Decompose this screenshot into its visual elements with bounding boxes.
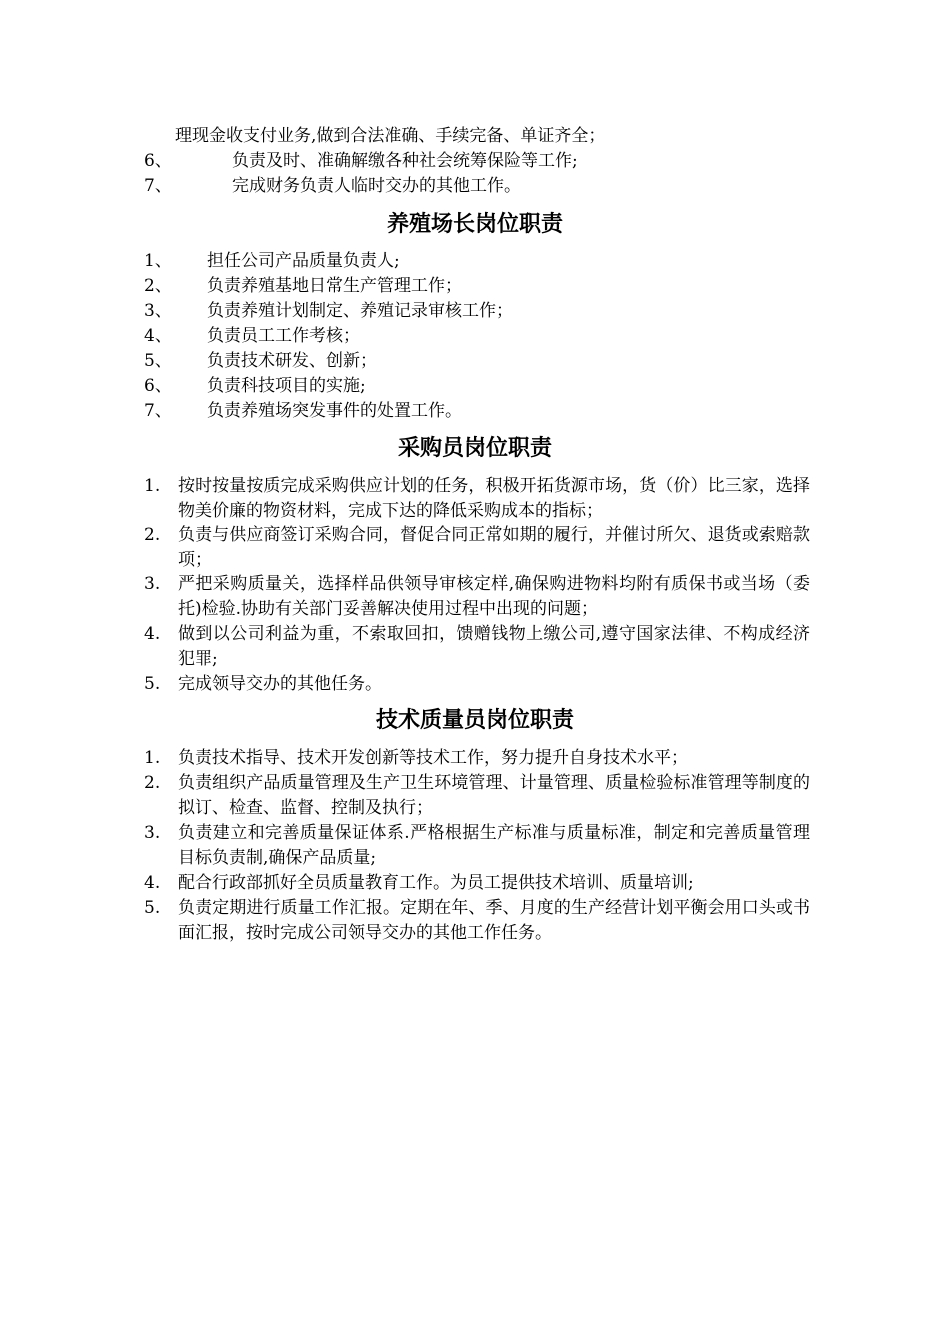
- farm-item-number: 6、: [144, 376, 172, 396]
- intro-item-7-number: 7、: [144, 176, 172, 196]
- farm-item-number: 1、: [144, 251, 172, 271]
- purchaser-item-number: 1.: [144, 476, 161, 496]
- farm-item-text: 负责科技项目的实施;: [207, 376, 366, 396]
- quality-item-number: 5.: [144, 898, 161, 918]
- purchaser-item-text: 做到以公司利益为重，不索取回扣，馈赠钱物上缴公司,遵守国家法律、不构成经济犯罪;: [178, 624, 810, 669]
- farm-item-text: 负责养殖计划制定、养殖记录审核工作；: [207, 301, 513, 321]
- quality-item-text: 负责技术指导、技术开发创新等技术工作，努力提升自身技术水平；: [178, 748, 688, 768]
- purchaser-item-text: 完成领导交办的其他任务。: [178, 674, 382, 694]
- purchaser-item-text: 负责与供应商签订采购合同，督促合同正常如期的履行，并催讨所欠、退货或索赔款项；: [178, 525, 810, 570]
- farm-item-text: 负责养殖基地日常生产管理工作；: [207, 276, 462, 296]
- purchaser-item-text: 按时按量按质完成采购供应计划的任务，积极开拓货源市场，货（价）比三家，选择物美价廉的物资材料，完成下达的降低采购成本的指标；: [178, 476, 810, 521]
- intro-continuation: 理现金收支付业务,做到合法准确、手续完备、单证齐全；: [175, 126, 606, 146]
- quality-item-number: 2.: [144, 773, 161, 793]
- purchaser-item-text: 严把采购质量关，选择样品供领导审核定样,确保购进物料均附有质保书或当场（委托)检验.协助有关部门妥善解决使用过程中出现的问题；: [178, 574, 810, 619]
- purchaser-item-number: 4.: [144, 624, 161, 644]
- intro-item-6-text: 负责及时、准确解缴各种社会统筹保险等工作;: [232, 151, 578, 171]
- quality-item-number: 1.: [144, 748, 161, 768]
- farm-item-number: 2、: [144, 276, 172, 296]
- intro-item-7-text: 完成财务负责人临时交办的其他工作。: [232, 176, 521, 196]
- farm-item-text: 负责养殖场突发事件的处置工作。: [207, 401, 462, 421]
- quality-item-text: 负责建立和完善质量保证体系.严格根据生产标准与质量标准，制定和完善质量管理目标负责制,确保产品质量;: [178, 823, 810, 868]
- purchaser-title: 采购员岗位职责: [397, 436, 552, 461]
- purchaser-item-number: 3.: [144, 574, 161, 594]
- farm-item-text: 负责员工工作考核；: [207, 326, 360, 346]
- intro-item-6-number: 6、: [144, 151, 172, 171]
- farm-item-number: 4、: [144, 326, 172, 346]
- farm-item-number: 7、: [144, 401, 172, 421]
- quality-item-number: 3.: [144, 823, 161, 843]
- farm-manager-title: 养殖场长岗位职责: [386, 212, 563, 237]
- farm-item-number: 5、: [144, 351, 172, 371]
- quality-item-text: 负责定期进行质量工作汇报。定期在年、季、月度的生产经营计划平衡会用口头或书面汇报，按时完成公司领导交办的其他工作任务。: [178, 898, 810, 943]
- farm-item-text: 负责技术研发、创新；: [207, 351, 377, 371]
- farm-item-number: 3、: [144, 301, 172, 321]
- quality-item-text: 负责组织产品质量管理及生产卫生环境管理、计量管理、质量检验标准管理等制度的拟订、检查、监督、控制及执行；: [178, 773, 810, 818]
- purchaser-item-number: 5.: [144, 674, 161, 694]
- quality-item-text: 配合行政部抓好全员质量教育工作。为员工提供技术培训、质量培训;: [178, 873, 694, 893]
- quality-tech-title: 技术质量员岗位职责: [375, 708, 574, 733]
- quality-item-number: 4.: [144, 873, 161, 893]
- purchaser-item-number: 2.: [144, 525, 161, 545]
- farm-item-text: 担任公司产品质量负责人;: [207, 251, 400, 271]
